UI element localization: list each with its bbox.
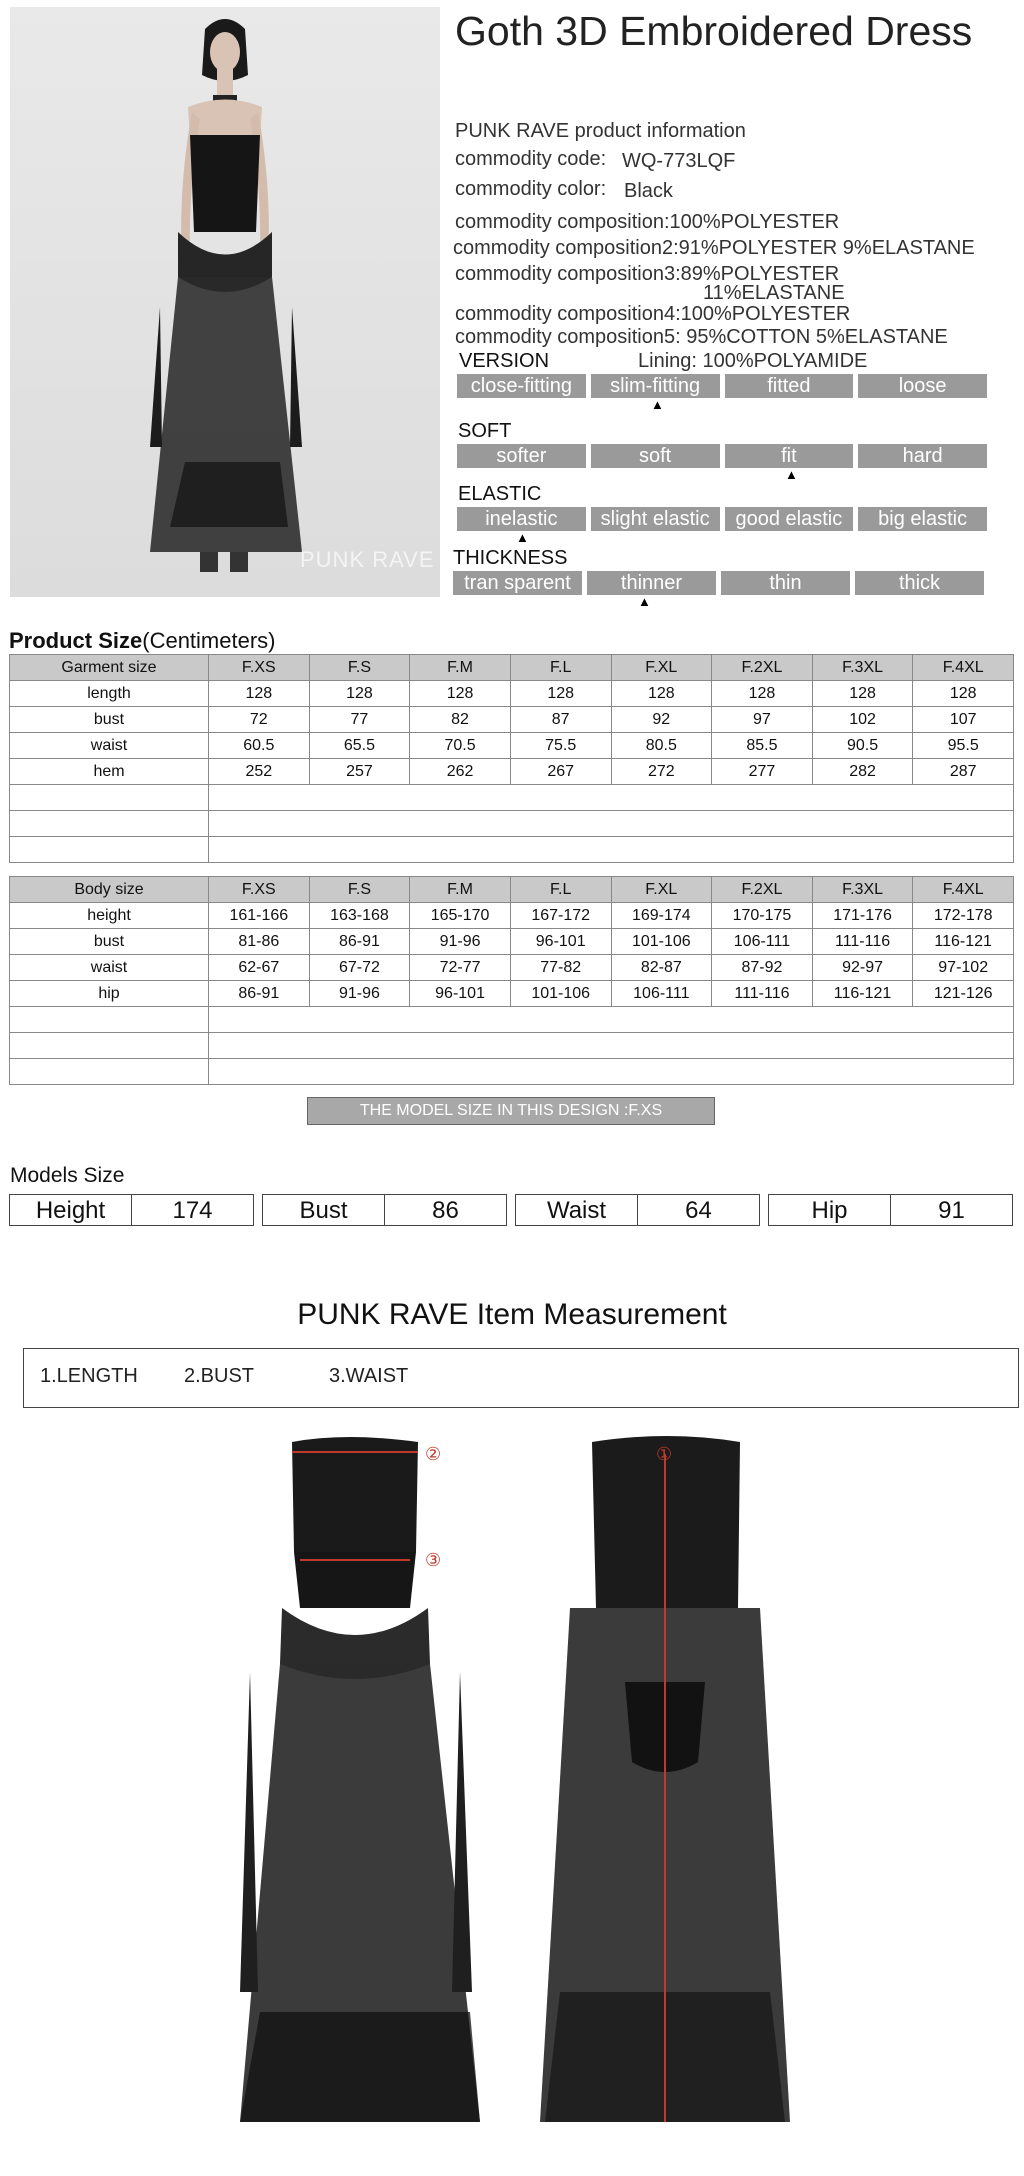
table-cell: F.XS <box>209 877 310 903</box>
table-cell: F.XL <box>611 877 712 903</box>
table-cell: 107 <box>913 707 1014 733</box>
commodity-color: Black <box>624 180 673 202</box>
color-label: commodity color: <box>455 178 607 200</box>
elastic-option: slight elastic <box>591 507 720 531</box>
models-size-name: Bust <box>263 1195 385 1225</box>
table-row <box>10 733 1014 759</box>
table-cell: 172-178 <box>913 903 1014 929</box>
table-row <box>10 707 1014 733</box>
elastic-selected-arrow: ▲ <box>516 530 529 545</box>
soft-option: soft <box>591 444 720 468</box>
table-cell: F.2XL <box>712 877 813 903</box>
table-cell: F.M <box>410 655 511 681</box>
table-cell: 92-97 <box>812 955 913 981</box>
table-cell: bust <box>10 707 209 733</box>
composition-5: commodity composition5: 95%COTTON 5%ELASTANE <box>455 326 948 348</box>
table-cell: F.L <box>510 655 611 681</box>
model-size-note: THE MODEL SIZE IN THIS DESIGN :F.XS <box>307 1097 715 1125</box>
models-size-row <box>9 1194 1013 1226</box>
table-row-empty <box>10 1059 1014 1085</box>
product-size-unit: (Centimeters) <box>142 628 276 653</box>
version-option: loose <box>858 374 987 398</box>
table-cell: 85.5 <box>712 733 813 759</box>
thickness-option: tran sparent <box>453 571 582 595</box>
table-cell: F.4XL <box>913 655 1014 681</box>
elastic-bar <box>457 507 987 531</box>
table-cell: 169-174 <box>611 903 712 929</box>
table-row <box>10 929 1014 955</box>
models-size-name: Waist <box>516 1195 638 1225</box>
table-cell: F.XS <box>209 655 310 681</box>
code-label: commodity code: <box>455 148 607 170</box>
table-cell: 282 <box>812 759 913 785</box>
table-cell: 102 <box>812 707 913 733</box>
soft-option: fit <box>725 444 854 468</box>
table-cell: 161-166 <box>209 903 310 929</box>
table-cell: 92 <box>611 707 712 733</box>
models-size-item <box>262 1194 507 1226</box>
version-option: fitted <box>725 374 854 398</box>
table-header-row <box>10 877 1014 903</box>
table-cell: 128 <box>410 681 511 707</box>
version-option: close-fitting <box>457 374 586 398</box>
table-row-empty <box>10 1007 1014 1033</box>
composition-2: commodity composition2:91%POLYESTER 9%ELASTANE <box>453 237 975 259</box>
table-cell: 170-175 <box>712 903 813 929</box>
body-size-table <box>9 876 1014 1085</box>
table-cell: 128 <box>611 681 712 707</box>
thickness-option: thick <box>855 571 984 595</box>
measurement-item: 3.WAIST <box>329 1365 409 1387</box>
table-cell: 121-126 <box>913 981 1014 1007</box>
table-cell: length <box>10 681 209 707</box>
table-cell: height <box>10 903 209 929</box>
soft-selected-arrow: ▲ <box>785 467 798 482</box>
photo-watermark: PUNK RAVE <box>300 547 435 572</box>
models-size-value: 64 <box>685 1197 712 1224</box>
models-size-value: 174 <box>172 1197 213 1224</box>
table-cell: F.2XL <box>712 655 813 681</box>
table-cell: 95.5 <box>913 733 1014 759</box>
table-row-empty <box>10 811 1014 837</box>
product-title: Goth 3D Embroidered Dress <box>455 8 973 54</box>
table-cell: 106-111 <box>611 981 712 1007</box>
table-cell: 272 <box>611 759 712 785</box>
table-cell: 128 <box>712 681 813 707</box>
table-cell: 287 <box>913 759 1014 785</box>
table-cell: 128 <box>209 681 310 707</box>
table-cell: 101-106 <box>611 929 712 955</box>
elastic-option: big elastic <box>858 507 987 531</box>
thickness-bar <box>453 571 988 595</box>
model-photo <box>10 7 440 597</box>
table-cell: 165-170 <box>410 903 511 929</box>
table-cell: 262 <box>410 759 511 785</box>
table-cell: 101-106 <box>510 981 611 1007</box>
table-cell: 60.5 <box>209 733 310 759</box>
table-cell: 82 <box>410 707 511 733</box>
table-cell: F.S <box>309 655 410 681</box>
table-cell: 77 <box>309 707 410 733</box>
table-cell: 67-72 <box>309 955 410 981</box>
models-size-value: 91 <box>938 1197 965 1224</box>
table-cell: 65.5 <box>309 733 410 759</box>
table-row-empty <box>10 1033 1014 1059</box>
composition-3-cont: 11%ELASTANE <box>703 282 845 304</box>
dress-back-image <box>540 1432 790 2168</box>
bust-marker: ② <box>425 1444 442 1465</box>
models-size-item <box>515 1194 760 1226</box>
models-size-value: 86 <box>432 1197 459 1224</box>
elastic-option: good elastic <box>725 507 854 531</box>
table-cell: 128 <box>812 681 913 707</box>
table-cell: F.3XL <box>812 655 913 681</box>
models-size-label: Models Size <box>10 1164 125 1187</box>
table-cell: hip <box>10 981 209 1007</box>
table-cell: hem <box>10 759 209 785</box>
models-size-name: Height <box>10 1195 132 1225</box>
version-selected-arrow: ▲ <box>651 397 664 412</box>
table-cell: 111-116 <box>812 929 913 955</box>
table-cell: 96-101 <box>510 929 611 955</box>
product-size-title <box>9 628 276 654</box>
models-size-item <box>9 1194 254 1226</box>
table-cell: bust <box>10 929 209 955</box>
soft-label: SOFT <box>458 420 512 442</box>
measurement-item: 1.LENGTH <box>40 1365 138 1387</box>
commodity-code: WQ-773LQF <box>622 150 736 172</box>
composition-4: commodity composition4:100%POLYESTER <box>455 303 851 325</box>
thickness-label: THICKNESS <box>453 547 568 569</box>
soft-option: hard <box>858 444 987 468</box>
soft-option: softer <box>457 444 586 468</box>
table-cell: 91-96 <box>410 929 511 955</box>
table-cell: F.S <box>309 877 410 903</box>
table-cell: waist <box>10 733 209 759</box>
table-cell: 163-168 <box>309 903 410 929</box>
table-cell: 128 <box>913 681 1014 707</box>
table-cell: 86-91 <box>309 929 410 955</box>
length-marker: ① <box>656 1444 673 1465</box>
models-size-item <box>768 1194 1013 1226</box>
table-cell: 267 <box>510 759 611 785</box>
thickness-option: thinner <box>587 571 716 595</box>
dress-front-image <box>240 1432 490 2168</box>
table-row <box>10 955 1014 981</box>
table-header-row <box>10 655 1014 681</box>
table-cell: Garment size <box>10 655 209 681</box>
measurement-title: PUNK RAVE Item Measurement <box>297 1298 727 1331</box>
table-cell: F.XL <box>611 655 712 681</box>
table-cell: 116-121 <box>913 929 1014 955</box>
table-cell: 111-116 <box>712 981 813 1007</box>
version-label: VERSION <box>459 350 550 372</box>
table-cell: 96-101 <box>410 981 511 1007</box>
table-cell: 167-172 <box>510 903 611 929</box>
table-cell: 116-121 <box>812 981 913 1007</box>
elastic-label: ELASTIC <box>458 483 542 505</box>
table-row <box>10 759 1014 785</box>
models-size-name: Hip <box>769 1195 891 1225</box>
soft-bar <box>457 444 987 468</box>
model-figure-image <box>10 7 440 597</box>
thickness-selected-arrow: ▲ <box>638 594 651 609</box>
composition-3: commodity composition3:89%POLYESTER <box>455 263 840 285</box>
waist-marker: ③ <box>425 1550 442 1571</box>
table-cell: F.M <box>410 877 511 903</box>
table-cell: 97-102 <box>913 955 1014 981</box>
table-cell: 128 <box>309 681 410 707</box>
table-cell: Body size <box>10 877 209 903</box>
table-cell: 82-87 <box>611 955 712 981</box>
table-cell: 252 <box>209 759 310 785</box>
table-row <box>10 681 1014 707</box>
table-cell: F.3XL <box>812 877 913 903</box>
table-cell: 97 <box>712 707 813 733</box>
table-cell: 86-91 <box>209 981 310 1007</box>
version-option: slim-fitting <box>591 374 720 398</box>
version-bar <box>457 374 987 398</box>
table-cell: 75.5 <box>510 733 611 759</box>
measurement-item: 2.BUST <box>184 1365 255 1387</box>
table-cell: 72-77 <box>410 955 511 981</box>
lining: Lining: 100%POLYAMIDE <box>638 350 868 372</box>
table-cell: 87 <box>510 707 611 733</box>
table-cell: F.4XL <box>913 877 1014 903</box>
table-cell: waist <box>10 955 209 981</box>
product-size-table <box>9 654 1014 863</box>
table-row-empty <box>10 837 1014 863</box>
thickness-option: thin <box>721 571 850 595</box>
table-cell: 128 <box>510 681 611 707</box>
table-row-empty <box>10 785 1014 811</box>
table-row <box>10 981 1014 1007</box>
table-cell: 91-96 <box>309 981 410 1007</box>
table-cell: 90.5 <box>812 733 913 759</box>
table-cell: 70.5 <box>410 733 511 759</box>
table-cell: 81-86 <box>209 929 310 955</box>
composition-1: commodity composition:100%POLYESTER <box>455 211 840 233</box>
table-cell: 62-67 <box>209 955 310 981</box>
table-cell: 171-176 <box>812 903 913 929</box>
table-cell: 72 <box>209 707 310 733</box>
elastic-option: inelastic <box>457 507 586 531</box>
table-cell: 80.5 <box>611 733 712 759</box>
table-cell: F.L <box>510 877 611 903</box>
table-cell: 77-82 <box>510 955 611 981</box>
table-cell: 87-92 <box>712 955 813 981</box>
table-cell: 106-111 <box>712 929 813 955</box>
table-row <box>10 903 1014 929</box>
info-header: PUNK RAVE product information <box>455 120 746 142</box>
table-cell: 277 <box>712 759 813 785</box>
measurement-legend <box>23 1348 1019 1408</box>
table-cell: 257 <box>309 759 410 785</box>
product-size-heading: Product Size <box>9 628 143 653</box>
